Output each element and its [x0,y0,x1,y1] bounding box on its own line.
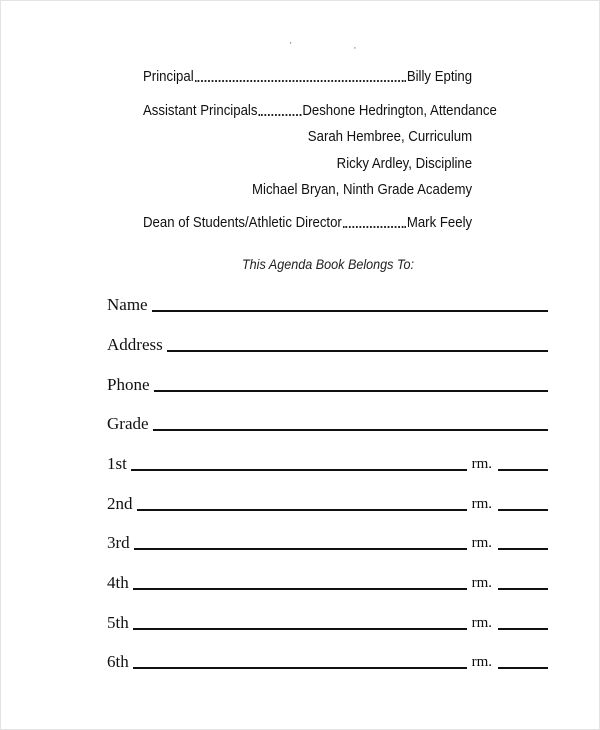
grade-blank-line[interactable] [153,411,548,431]
phone-field[interactable] [107,369,548,395]
period-label: 5th [107,613,129,632]
room-blank-line[interactable] [498,610,548,630]
assistant-principal-name: Sarah Hembree, Curriculum [307,128,473,145]
dean-name: Mark Feely [406,214,473,231]
staff-row-assistant-principals [143,100,497,120]
staff-row-assistant-principal [143,153,472,173]
phone-label: Phone [107,375,150,394]
period-label: 6th [107,652,129,671]
belongs-to-heading: This Agenda Book Belongs To: [241,256,415,272]
dot-leader [258,113,301,116]
room-label: rm. [471,456,492,472]
assistant-principal-name: Ricky Ardley, Discipline [336,155,473,172]
assistant-principals-role: Assistant Principals [143,102,258,119]
room-label: rm. [471,654,492,670]
staff-row-dean [143,212,472,232]
period-class-line[interactable] [133,649,467,669]
address-blank-line[interactable] [167,332,548,352]
address-field[interactable] [107,329,548,355]
name-label: Name [107,295,148,314]
period-class-line[interactable] [137,491,467,511]
period-class-line[interactable] [133,570,467,590]
dot-leader [343,225,406,228]
room-blank-line[interactable] [498,530,548,550]
period-label: 1st [107,454,127,473]
period-class-line[interactable] [133,610,467,630]
room-blank-line[interactable] [498,451,548,471]
name-field[interactable] [107,289,548,315]
room-label: rm. [471,496,492,512]
name-blank-line[interactable] [152,292,548,312]
period-row[interactable] [107,646,548,672]
period-row[interactable] [107,488,548,514]
period-class-line[interactable] [134,530,467,550]
room-label: rm. [471,575,492,591]
staff-row-principal [143,66,472,86]
room-label: rm. [471,535,492,551]
room-blank-line[interactable] [498,570,548,590]
staff-row-assistant-principal [143,126,472,146]
period-label: 4th [107,573,129,592]
period-label: 2nd [107,494,133,513]
stray-marks: ' , [290,41,386,50]
period-class-line[interactable] [131,451,467,471]
address-label: Address [107,335,163,354]
period-row[interactable] [107,567,548,593]
staff-row-assistant-principal [143,179,472,199]
period-row[interactable] [107,527,548,553]
room-blank-line[interactable] [498,491,548,511]
room-label: rm. [471,615,492,631]
dot-leader [195,79,406,82]
principal-name: Billy Epting [406,68,473,85]
assistant-principal-name: Deshone Hedrington, Attendance [302,102,497,119]
period-row[interactable] [107,448,548,474]
period-label: 3rd [107,533,130,552]
grade-field[interactable] [107,408,548,434]
room-blank-line[interactable] [498,649,548,669]
principal-role: Principal [143,68,194,85]
phone-blank-line[interactable] [154,372,549,392]
dean-role: Dean of Students/Athletic Director [143,214,342,231]
period-row[interactable] [107,607,548,633]
assistant-principal-name: Michael Bryan, Ninth Grade Academy [252,181,473,198]
grade-label: Grade [107,414,149,433]
